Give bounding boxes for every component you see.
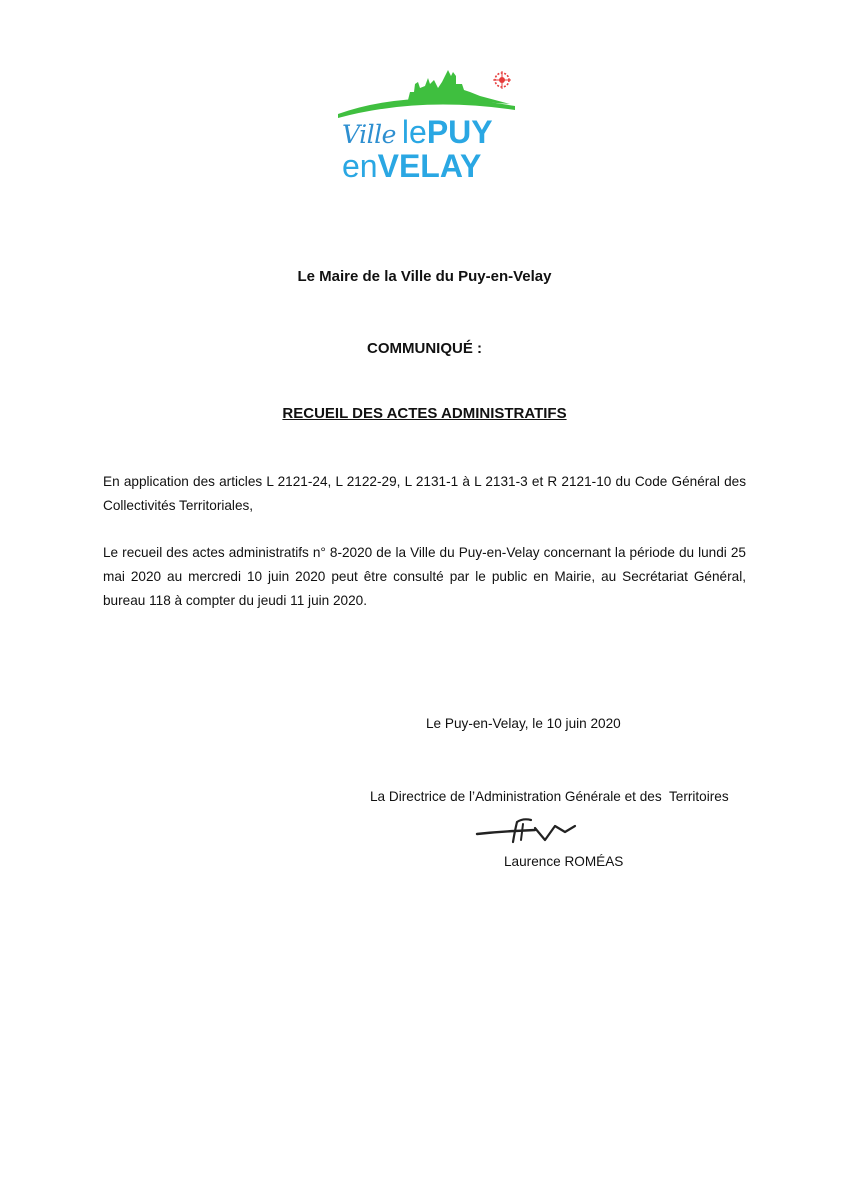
logo-ville: Ville <box>342 120 396 149</box>
document-subject: RECUEIL DES ACTES ADMINISTRATIFS <box>282 405 567 422</box>
place-date: Le Puy-en-Velay, le 10 juin 2020 <box>426 716 621 731</box>
signatory-role: La Directrice de l’Administration Générale et des Territoires <box>370 789 729 804</box>
issuer-title: Le Maire de la Ville du Puy-en-Velay <box>297 268 552 285</box>
city-logo <box>330 62 530 187</box>
logo-en: en <box>342 148 378 184</box>
logo-wordmark-line1 <box>342 116 493 148</box>
logo-le: le <box>401 114 427 150</box>
shell-icon <box>493 71 511 89</box>
notice-paragraph: Le recueil des actes administratifs n° 8-2020 de la Ville du Puy-en-Velay concernant la période du lundi 25 mai 2020 au mercredi 10 juin 2020 peut être consulté par le public en Mairie, au Secrétariat Général, bureau 118 à compter du jeudi 11 juin 2020. <box>103 545 746 608</box>
logo-velay: VELAY <box>377 148 482 184</box>
logo-wordmark-line2 <box>342 150 481 182</box>
skyline-icon <box>330 62 530 122</box>
document-type: COMMUNIQUÉ : <box>367 340 482 357</box>
signatory-name: Laurence ROMÉAS <box>504 854 624 869</box>
handwritten-signature <box>475 812 585 852</box>
legal-basis-paragraph: En application des articles L 2121-24, L 2122-29, L 2131-1 à L 2131-3 et R 2121-10 du Code Général des Collectivités Territoriales, <box>103 474 746 513</box>
logo-puy: PUY <box>426 114 493 150</box>
